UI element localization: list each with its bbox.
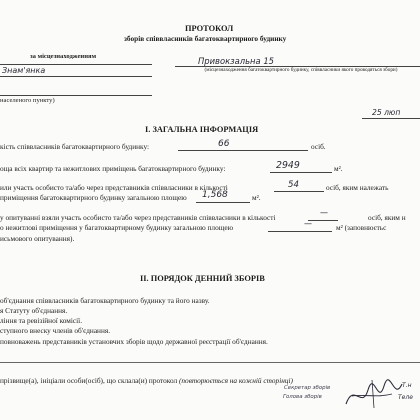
section1-heading: І. ЗАГАЛЬНА ІНФОРМАЦІЯ	[145, 125, 259, 134]
footer-note	[0, 376, 293, 385]
survey-area-label: о нежитлові приміщення у багатоквартирному будинку загальною площею	[0, 223, 234, 232]
footer-note-italic: (повторюється на кожній сторінці)	[178, 376, 293, 385]
chairman-label: Голова зборів	[283, 394, 322, 400]
survey-count-label: у опитуванні взяли участь особисто та/або через представників співвласники в кількості	[0, 213, 276, 222]
signature-scribble	[342, 376, 412, 412]
section2-heading: ІІ. ПОРЯДОК ДЕННИЙ ЗБОРІВ	[140, 274, 265, 283]
location-label-underline	[0, 64, 152, 65]
survey-area-unit: м² (заповнюєтьс	[336, 223, 387, 232]
survey-area-value: —	[304, 219, 312, 228]
footer-divider	[0, 362, 420, 363]
total-area-value: 2949	[276, 160, 300, 171]
settlement-value: Знам'янка	[2, 66, 46, 75]
date-underline	[362, 118, 420, 119]
co-owners-label: кість співвласників багатоквартирного будинку:	[0, 142, 150, 151]
participants-area-label: приміщення багатоквартирного будинку загальною площею	[0, 193, 187, 202]
participants-area-value: 1,568	[202, 190, 228, 200]
participants-value: 54	[288, 180, 299, 190]
participants-unit: осіб, яким належать	[326, 183, 389, 192]
survey-count-underline	[308, 220, 338, 221]
participants-area-unit: м².	[252, 193, 261, 202]
survey-count-value: —	[320, 208, 328, 217]
co-owners-underline	[178, 150, 308, 151]
agenda-item-2: я Статуту об'єднання.	[0, 306, 68, 315]
agenda-item-3: ління та ревізійної комісії.	[0, 316, 83, 325]
document-subtitle: зборів співвласників багатоквартирного будинку	[124, 34, 287, 43]
document-title: ПРОТОКОЛ	[185, 24, 234, 33]
total-area-underline	[270, 172, 332, 173]
street-value: Привокзальна 15	[198, 56, 274, 66]
participants-area-underline	[196, 202, 250, 203]
signature-text: Теле	[398, 394, 413, 401]
date-fragment: Т.н	[402, 382, 412, 389]
date-value: 25 люп	[372, 108, 401, 117]
survey-area-underline	[268, 231, 332, 232]
street-caption: (місцезнаходження багатоквартирного будинку, співвласники якого проводяться збори)	[204, 67, 398, 73]
settlement-caption-line	[0, 95, 152, 96]
total-area-label: оща всіх квартир та нежитлових приміщень багатоквартирного будинку:	[0, 164, 226, 173]
agenda-item-5: повноважень представників установчих зборів щодо державної реєстрації об'єднання.	[0, 337, 268, 346]
settlement-caption: населеного пункту)	[0, 97, 55, 104]
participants-underline	[274, 191, 324, 192]
agenda-item-4: ступного внеску членів об'єднання.	[0, 326, 111, 335]
participants-label: или участь особисто та/або через представників співвласники в кількості	[0, 183, 228, 192]
location-label: за місцезнаходженням	[30, 53, 97, 60]
survey-count-unit: осіб, яким н	[368, 213, 406, 222]
footer-note-text: прізвище(а), ініціали особи(осіб), що склала(и) протокол	[0, 376, 178, 385]
co-owners-unit: осіб.	[311, 142, 326, 151]
survey-note: исьмового опитування).	[0, 234, 75, 243]
agenda-item-1: об'єднання співвласників багатоквартирного будинку та його назву.	[0, 296, 210, 305]
total-area-unit: м².	[334, 164, 343, 173]
secretary-label: Секретар зборів	[284, 385, 331, 391]
co-owners-value: 66	[218, 139, 230, 149]
settlement-underline	[0, 76, 152, 77]
